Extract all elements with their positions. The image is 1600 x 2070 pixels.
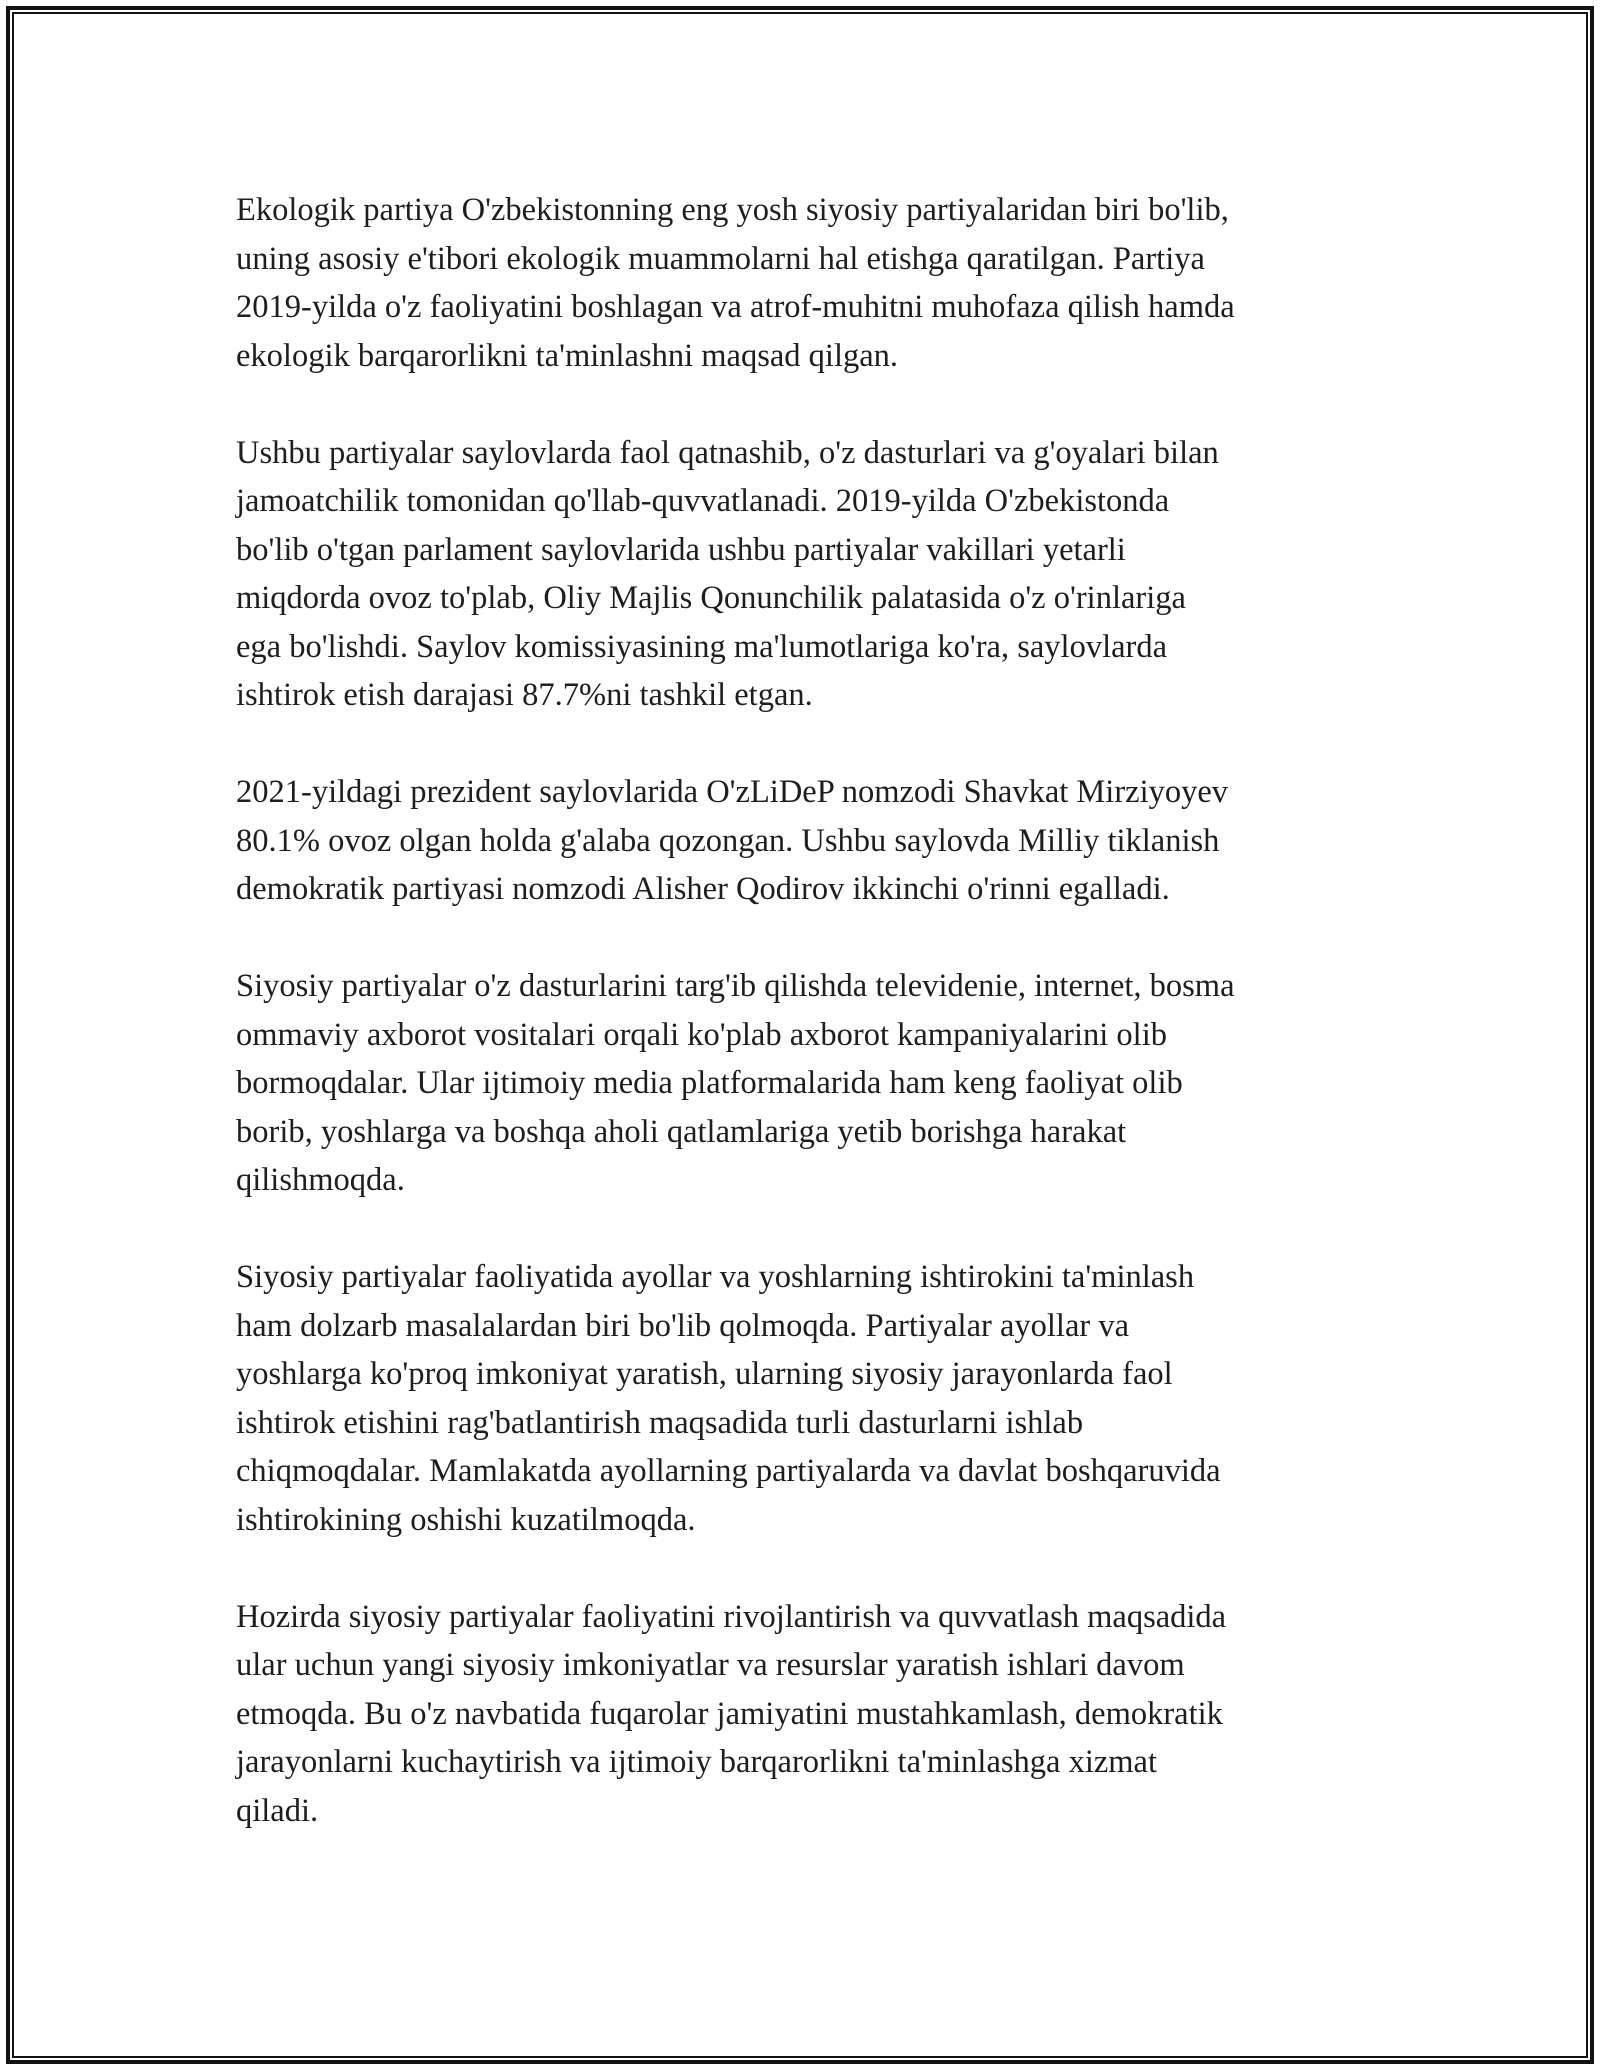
text-line: ekologik barqarorlikni ta'minlashni maqsad qilgan. bbox=[236, 337, 899, 374]
text-line: borib, yoshlarga va boshqa aholi qatlamlariga yetib borishga harakat bbox=[236, 1113, 1127, 1150]
text-line: yoshlarga ko'proq imkoniyat yaratish, ularning siyosiy jarayonlarda faol bbox=[236, 1356, 1173, 1392]
text-line: ishtirok etishini rag'batlantirish maqsadida turli dasturlarni ishlab bbox=[236, 1404, 1084, 1441]
text-line: chiqmoqdalar. Mamlakatda ayollarning partiyalarda va davlat boshqaruvida bbox=[236, 1453, 1221, 1489]
text-line: 80.1% ovoz olgan holda g'alaba qozongan. Ushbu saylovda Milliy tiklanish bbox=[236, 822, 1220, 859]
text-line: miqdorda ovoz to'plab, Oliy Majlis Qonunchilik palatasida o'z o'rinlariga bbox=[236, 580, 1186, 616]
paragraph-media-campaigns bbox=[236, 962, 1386, 1205]
text-line: ishtirok etish darajasi 87.7%ni tashkil etgan. bbox=[236, 677, 813, 713]
text-line: demokratik partiyasi nomzodi Alisher Qodirov ikkinchi o'rinni egalladi. bbox=[236, 871, 1170, 907]
text-line: Ekologik partiya O'zbekistonning eng yosh siyosiy partiyalaridan biri bo'lib, bbox=[236, 192, 1229, 228]
text-line: ommaviy axborot vositalari orqali ko'plab axborot kampaniyalarini olib bbox=[236, 1016, 1167, 1053]
text-line: bormoqdalar. Ular ijtimoiy media platformalarida ham keng faoliyat olib bbox=[236, 1065, 1183, 1101]
paragraph-presidential-election bbox=[236, 768, 1386, 914]
paragraph-women-youth bbox=[236, 1253, 1386, 1544]
text-line: Siyosiy partiyalar faoliyatida ayollar va yoshlarning ishtirokini ta'minlash bbox=[236, 1259, 1195, 1295]
text-line: jarayonlarni kuchaytirish va ijtimoiy barqarorlikni ta'minlashga xizmat bbox=[236, 1744, 1158, 1780]
text-line: 2019-yilda o'z faoliyatini boshlagan va atrof-muhitni muhofaza qilish hamda bbox=[236, 289, 1235, 325]
text-line: ega bo'lishdi. Saylov komissiyasining ma'lumotlariga ko'ra, saylovlarda bbox=[236, 628, 1168, 665]
paragraph-elections bbox=[236, 429, 1386, 720]
paragraph-ecological-party bbox=[236, 186, 1386, 380]
text-line: qiladi. bbox=[236, 1792, 319, 1829]
document-body bbox=[236, 186, 1386, 1884]
text-line: bo'lib o'tgan parlament saylovlarida ushbu partiyalar vakillari yetarli bbox=[236, 531, 1126, 568]
text-line: qilishmoqda. bbox=[236, 1162, 405, 1198]
paragraph-development bbox=[236, 1593, 1386, 1836]
text-line: ishtirokining oshishi kuzatilmoqda. bbox=[236, 1501, 696, 1538]
text-line: 2021-yildagi prezident saylovlarida O'zLiDeP nomzodi Shavkat Mirziyoyev bbox=[236, 774, 1229, 810]
text-line: jamoatchilik tomonidan qo'llab-quvvatlanadi. 2019-yilda O'zbekistonda bbox=[236, 483, 1170, 519]
text-line: uning asosiy e'tibori ekologik muammolarni hal etishga qaratilgan. Partiya bbox=[236, 240, 1205, 277]
text-line: etmoqda. Bu o'z navbatida fuqarolar jamiyatini mustahkamlash, demokratik bbox=[236, 1695, 1223, 1732]
text-line: ham dolzarb masalalardan biri bo'lib qolmoqda. Partiyalar ayollar va bbox=[236, 1307, 1129, 1344]
text-line: Ushbu partiyalar saylovlarda faol qatnashib, o'z dasturlari va g'oyalari bilan bbox=[236, 434, 1219, 471]
text-line: Siyosiy partiyalar o'z dasturlarini targ'ib qilishda televidenie, internet, bosma bbox=[236, 968, 1235, 1004]
text-line: Hozirda siyosiy partiyalar faoliyatini rivojlantirish va quvvatlash maqsadida bbox=[236, 1598, 1227, 1635]
text-line: ular uchun yangi siyosiy imkoniyatlar va resurslar yaratish ishlari davom bbox=[236, 1647, 1185, 1683]
